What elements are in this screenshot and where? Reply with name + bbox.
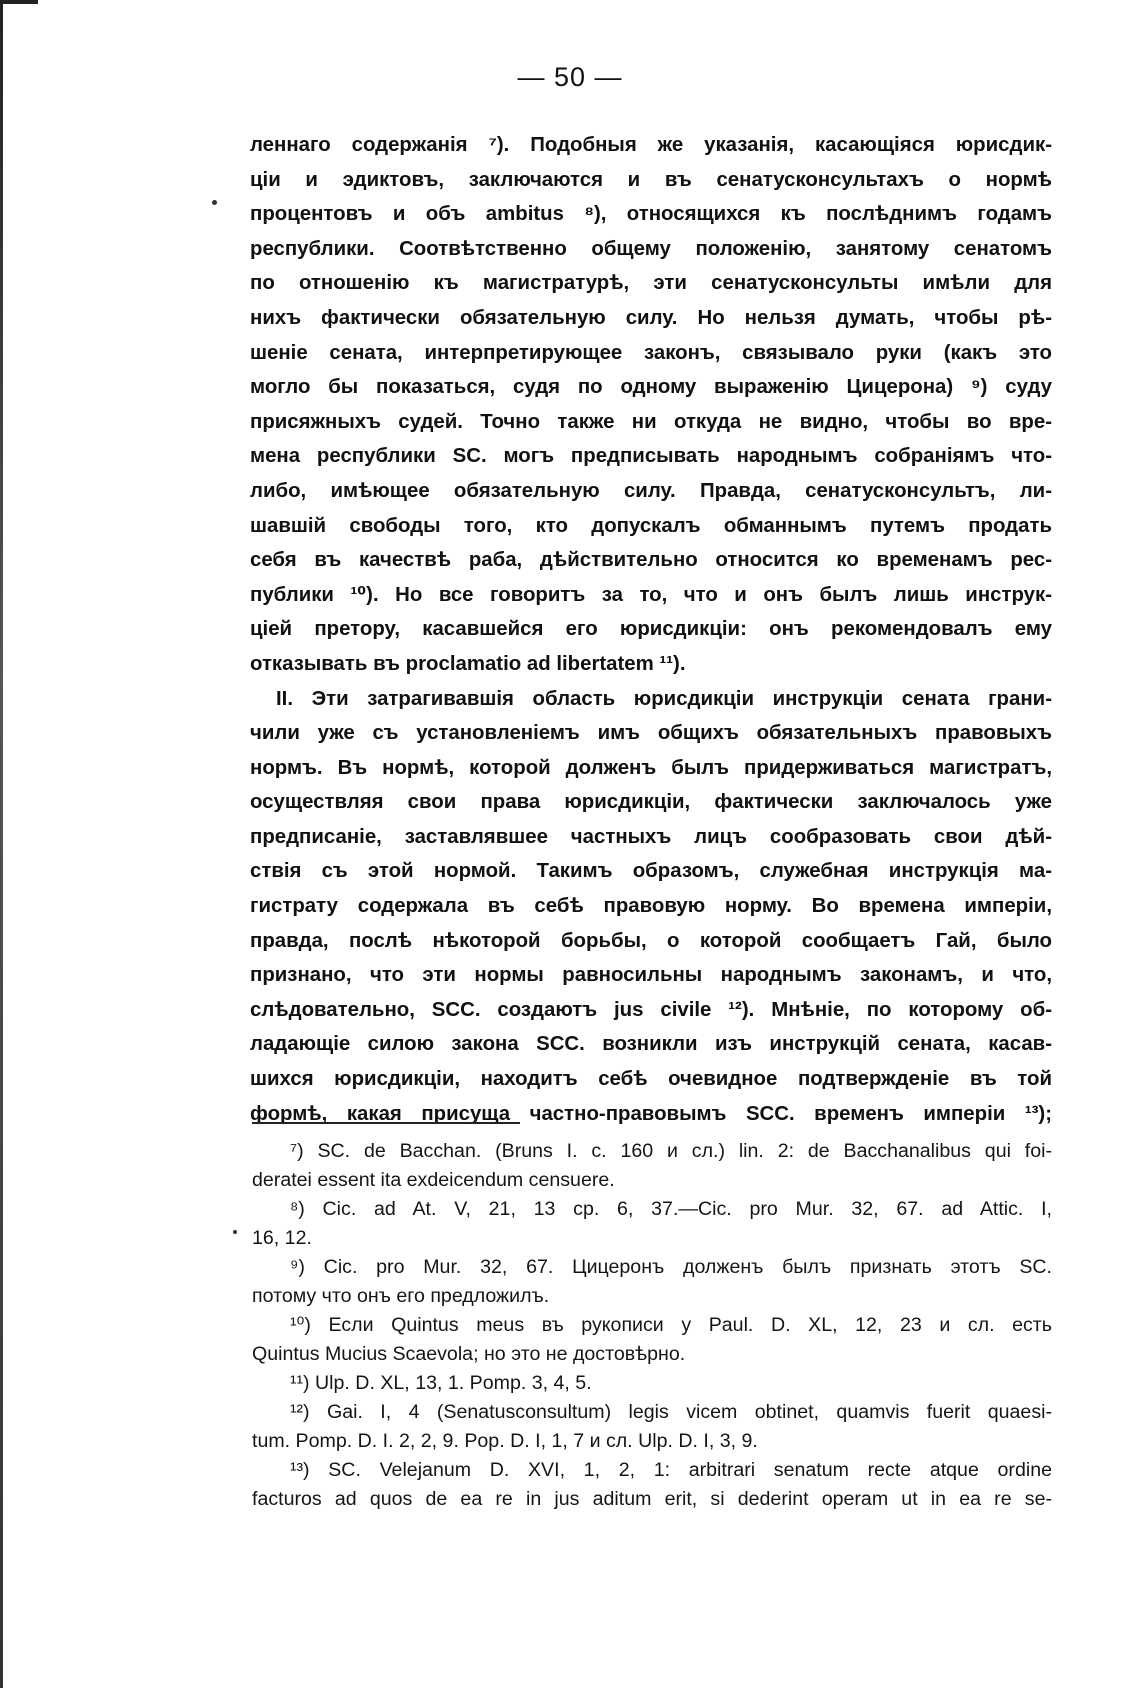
footnote-line: ¹²) Gai. I, 4 (Senatusconsultum) legis vicem obtinet, quamvis fuerit quaesi- [290, 1401, 1052, 1423]
body-line: признано, что эти нормы равносильны народнымъ законамъ, и что, [250, 964, 1052, 987]
footnote-line: ¹⁰) Если Quintus meus въ рукописи у Paul. D. XL, 12, 23 и сл. есть [290, 1314, 1052, 1336]
footnote-line: потому что онъ его предложилъ. [252, 1285, 550, 1307]
footnotes [252, 1137, 1052, 1514]
body-line: нихъ фактически обязательную силу. Но нельзя думать, чтобы рѣ- [250, 306, 1052, 329]
scan-speck [212, 200, 217, 205]
scan-edge-mark [0, 0, 38, 4]
footnote-line: ⁷) SC. de Bacchan. (Bruns I. c. 160 и сл.) lin. 2: de Bacchanalibus qui foi- [290, 1140, 1052, 1162]
footnote-line: 16, 12. [252, 1227, 312, 1249]
scan-speck [233, 1230, 237, 1234]
body-line: публики ¹⁰). Но все говоритъ за то, что и онъ былъ лишь инструк- [250, 583, 1052, 606]
section-heading-line: II. Эти затрагивавшія область юрисдикціи инструкціи сената грани- [276, 687, 1052, 710]
body-line: могло бы показаться, судя по одному выраженію Цицерона) ⁹) суду [250, 376, 1052, 399]
body-line: шеніе сената, интерпретирующее законъ, связывало руки (какъ это [250, 341, 1052, 364]
scan-edge [0, 0, 3, 1688]
footnote-line: deratei essent ita exdeicendum censuere. [252, 1169, 615, 1191]
body-line: правда, послѣ нѣкоторой борьбы, о которой сообщаетъ Гай, было [250, 929, 1052, 952]
body-line: формѣ, какая присуща частно-правовымъ SCC. временъ имперіи ¹³); [250, 1102, 1052, 1125]
body-line: по отношенію къ магистратурѣ, эти сенатусконсульты имѣли для [250, 272, 1052, 295]
body-line: ствія съ этой нормой. Такимъ образомъ, служебная инструкція ма- [250, 860, 1052, 883]
body-line: либо, имѣющее обязательную силу. Правда, сенатусконсультъ, ли- [250, 479, 1052, 502]
body-line: гистрату содержала въ себѣ правовую норму. Во времена имперіи, [250, 895, 1052, 918]
body-line: мена республики SC. могъ предписывать народнымъ собраніямъ что- [250, 445, 1052, 468]
body-line: чили уже съ установленіемъ имъ общихъ обязательныхъ правовыхъ [250, 722, 1052, 745]
body-line: леннаго содержанія ⁷). Подобныя же указанія, касающіяся юрисдик- [250, 134, 1052, 156]
body-line: ціей претору, касавшейся его юрисдикціи: онъ рекомендовалъ ему [250, 618, 1052, 641]
body-line: процентовъ и объ ambitus ⁸), относящихся къ послѣднимъ годамъ [250, 203, 1052, 226]
footnote-separator [252, 1122, 520, 1124]
footnote-line: facturos ad quos de ea re in jus aditum erit, si dederint operam ut in ea re se- [252, 1488, 1052, 1510]
page-number: — 50 — [517, 62, 623, 92]
body-line: осуществляя свои права юрисдикціи, фактически заключалось уже [250, 791, 1052, 814]
body-line: ладающіе силою закона SCC. возникли изъ инструкцій сената, касав- [250, 1033, 1052, 1056]
footnote-line: ⁸) Cic. ad At. V, 21, 13 ср. 6, 37.—Cic. pro Mur. 32, 67. ad Attic. I, [290, 1198, 1052, 1220]
body-line: слѣдовательно, SCC. создаютъ jus civile ¹²). Мнѣніе, по которому об- [250, 998, 1052, 1021]
body-line: ціи и эдиктовъ, заключаются и въ сенатусконсультахъ о нормѣ [250, 168, 1052, 191]
footnote-line: ¹³) SC. Velejanum D. XVI, 1, 2, 1: arbitrari senatum recte atque ordine [290, 1459, 1052, 1481]
footnote-line: ¹¹) Ulp. D. XL, 13, 1. Pomp. 3, 4, 5. [290, 1372, 592, 1394]
footnote-line: tum. Pomp. D. I. 2, 2, 9. Pop. D. I, 1, 7 и сл. Ulp. D. I, 3, 9. [252, 1430, 758, 1452]
footnote-line: Quintus Mucius Scaevola; но это не достовѣрно. [252, 1343, 686, 1365]
body-line: предписаніе, заставлявшее частныхъ лицъ сообразовать свои дѣй- [250, 825, 1052, 848]
body-line: республики. Соотвѣтственно общему положенію, занятому сенатомъ [250, 237, 1052, 260]
body-text [250, 128, 1052, 1131]
footnote-line: ⁹) Cic. pro Mur. 32, 67. Цицеронъ долженъ былъ признать этотъ SC. [290, 1256, 1052, 1278]
body-line: шавшій свободы того, кто допускалъ обманнымъ путемъ продать [250, 514, 1052, 537]
body-line: нормъ. Въ нормѣ, которой долженъ былъ придерживаться магистратъ, [250, 756, 1052, 779]
body-line: себя въ качествѣ раба, дѣйствительно относится ко временамъ рес- [250, 549, 1052, 572]
body-line: присяжныхъ судей. Точно также ни откуда не видно, чтобы во вре- [250, 410, 1052, 433]
body-line: отказывать въ proclamatio ad libertatem ¹¹). [250, 652, 686, 675]
body-line: шихся юрисдикціи, находитъ себѣ очевидное подтвержденіе въ той [250, 1068, 1052, 1091]
